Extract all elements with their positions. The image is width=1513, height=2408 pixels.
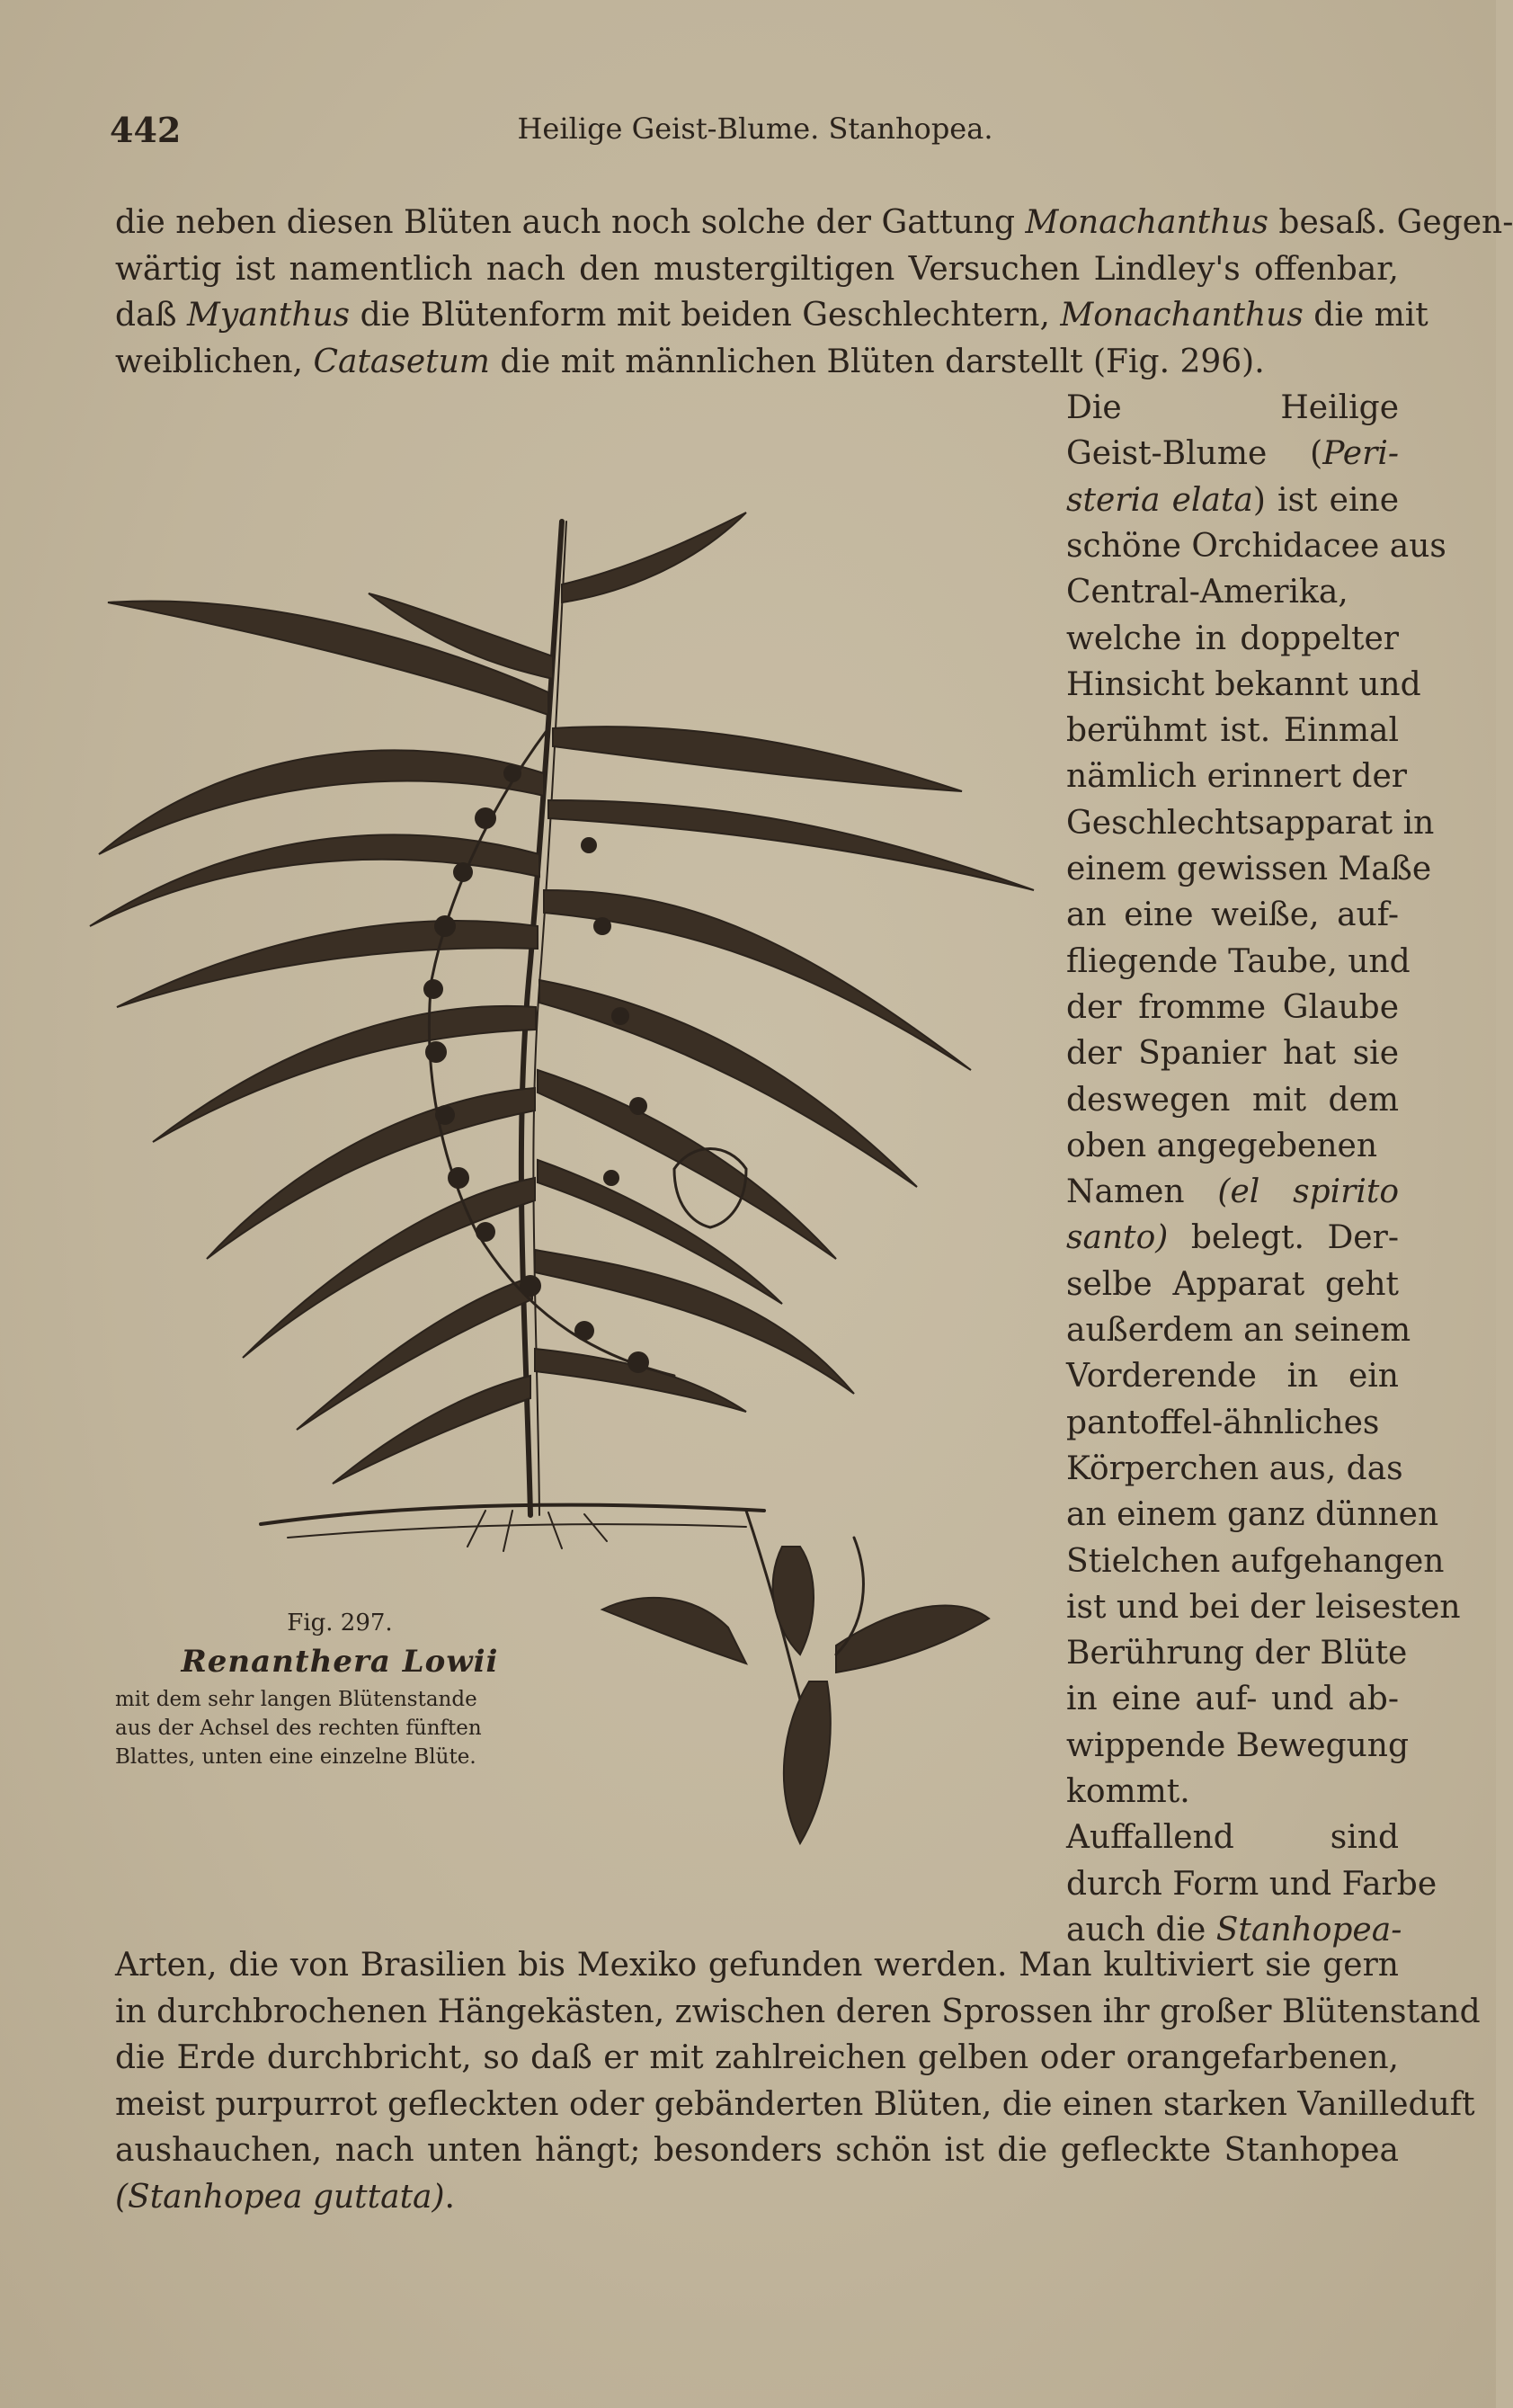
text-line [1066,939,1411,985]
text-line [1066,892,1399,938]
text-line [1066,1446,1403,1492]
text-segment: Vorderende in ein [1066,1358,1399,1396]
text-segment: welche in doppelter [1066,620,1399,657]
text-segment: selbe Apparat geht [1066,1265,1399,1303]
text-line [1066,1123,1399,1169]
text-line [1066,1169,1399,1215]
figure-caption [115,1610,565,1771]
text-line [1066,569,1399,615]
text-segment: Stielchen aufgehangen [1066,1542,1445,1580]
text-segment: Körperchen aus, das [1066,1449,1403,1487]
text-segment: ) ist eine [1252,481,1399,519]
figure-label: Fig. 297. [287,1610,393,1637]
italic-term: Catasetum [313,343,490,380]
text-line [1066,800,1435,846]
text-segment: kommt. [1066,1773,1190,1810]
text-segment: weiblichen, [115,343,314,380]
text-line [1066,477,1399,523]
text-segment: besaß. Gegen- [1268,204,1513,241]
text-line [1066,1307,1411,1353]
text-segment: die Blütenform mit beiden Geschlechtern, [350,297,1061,334]
text-segment: durch Form und Farbe [1066,1865,1437,1903]
text-line [1066,1215,1399,1261]
text-segment: in eine auf- und ab- [1066,1681,1399,1718]
italic-term: Stanhopea- [1215,1911,1402,1949]
text-segment: Auffallend sind [1066,1819,1399,1857]
text-segment: fliegende Taube, und [1066,942,1411,980]
text-segment: oben angegebenen [1066,1127,1378,1164]
figure-title: Renanthera Lowii [181,1644,499,1680]
text-line [115,339,1399,385]
text-segment: meist purpurrot gefleckten oder gebänderten Blüten, die einen starken Vanilleduft [115,2085,1475,2123]
figure-description [115,1685,565,1771]
text-line [1066,1815,1399,1860]
text-line [1066,1030,1399,1076]
text-segment: Arten, die von Brasilien bis Mexiko gefunden werden. Man kultiviert sie gern [115,1947,1399,1984]
text-segment: in durchbrochenen Hängekästen, zwischen deren Sprossen ihr großer Blütenstand [115,1993,1481,2030]
text-segment: ist und bei der leisesten [1066,1588,1461,1626]
text-segment: aushauchen, nach unten hängt; besonders schön ist die gefleckte Stanhopea [115,2132,1399,2169]
text-line [115,1942,1399,1988]
text-segment: pantoffel-ähnliches [1066,1404,1380,1441]
text-line [115,246,1399,292]
text-segment: die Erde durchbricht, so daß er mit zahlreichen gelben oder orangefarbenen, [115,2039,1399,2076]
page-number: 442 [110,110,182,150]
italic-term: Monachanthus [1060,297,1304,334]
text-segment: nämlich erinnert der [1066,758,1407,796]
text-segment: berühmt ist. Einmal [1066,712,1399,750]
text-line [1066,1538,1445,1584]
text-line [1066,1353,1399,1399]
text-line [1066,431,1399,477]
text-segment: der fromme Glaube [1066,988,1399,1026]
text-segment: außerdem an seinem [1066,1312,1411,1349]
figure-description-line: mit dem sehr langen Blütenstande [115,1688,477,1711]
text-line [1066,1676,1399,1722]
text-segment: Die Heilige [1066,389,1399,426]
text-line [1066,985,1399,1030]
text-line [1066,1077,1399,1123]
italic-term: Peri- [1322,435,1399,473]
text-segment: Hinsicht bekannt und [1066,665,1421,703]
text-segment: an einem ganz dünnen [1066,1496,1439,1534]
text-line [1066,1584,1461,1630]
text-segment: Geist-Blume ( [1066,435,1323,473]
text-segment: . [444,2178,455,2216]
text-line [1066,1400,1399,1446]
text-line [115,2127,1399,2173]
text-segment: schöne Orchidacee aus [1066,527,1446,565]
text-line [1066,662,1421,708]
text-segment: Geschlechtsapparat in [1066,804,1435,842]
text-segment: der Spanier hat sie [1066,1035,1399,1073]
text-line [115,2174,1399,2220]
text-segment: belegt. Der- [1168,1219,1399,1257]
text-segment: Berührung der Blüte [1066,1635,1408,1672]
text-segment: Namen [1066,1173,1218,1211]
text-segment: wärtig ist namentlich nach den mustergiltigen Versuchen Lindley's offenbar, [115,250,1399,288]
text-line [1066,1723,1410,1769]
italic-term: (el spirito [1217,1173,1399,1211]
running-head: Heilige Geist-Blume. Stanhopea. [517,111,993,146]
text-line [1066,1769,1399,1815]
page-header [110,110,1401,155]
text-line [115,2082,1475,2127]
text-line [115,2035,1399,2081]
text-segment: daß [115,297,187,334]
text-line [1066,754,1407,799]
text-line [1066,385,1399,431]
text-line [115,292,1428,338]
text-line [1066,1630,1408,1676]
italic-term: Myanthus [187,297,351,334]
text-line [1066,523,1446,569]
text-line [1066,1492,1439,1538]
text-line [1066,616,1399,662]
figure-description-line: aus der Achsel des rechten fünften [115,1717,482,1740]
italic-term: steria elata [1066,481,1253,519]
text-line [1066,708,1399,754]
text-segment: deswegen mit dem [1066,1081,1399,1119]
text-line [115,200,1513,245]
figure-description-line: Blattes, unten eine einzelne Blüte. [115,1745,476,1769]
italic-term: Monachanthus [1025,204,1268,241]
text-line [1066,846,1432,892]
text-segment: wippende Bewegung [1066,1726,1410,1764]
italic-term: (Stanhopea guttata) [115,2178,445,2216]
text-segment: auch die [1066,1911,1216,1949]
text-line [115,1989,1481,2035]
italic-term: santo) [1066,1219,1169,1257]
text-segment: die neben diesen Blüten auch noch solche der Gattung [115,204,1026,241]
text-segment: einem gewissen Maße [1066,851,1432,887]
text-line [1066,1262,1399,1307]
text-segment: an eine weiße, auf- [1066,896,1399,934]
text-line [1066,1861,1437,1907]
text-segment: Central-Amerika, [1066,574,1348,611]
text-segment: die mit männlichen Blüten darstellt (Fig. 296). [489,343,1265,380]
text-segment: die mit [1303,297,1428,334]
